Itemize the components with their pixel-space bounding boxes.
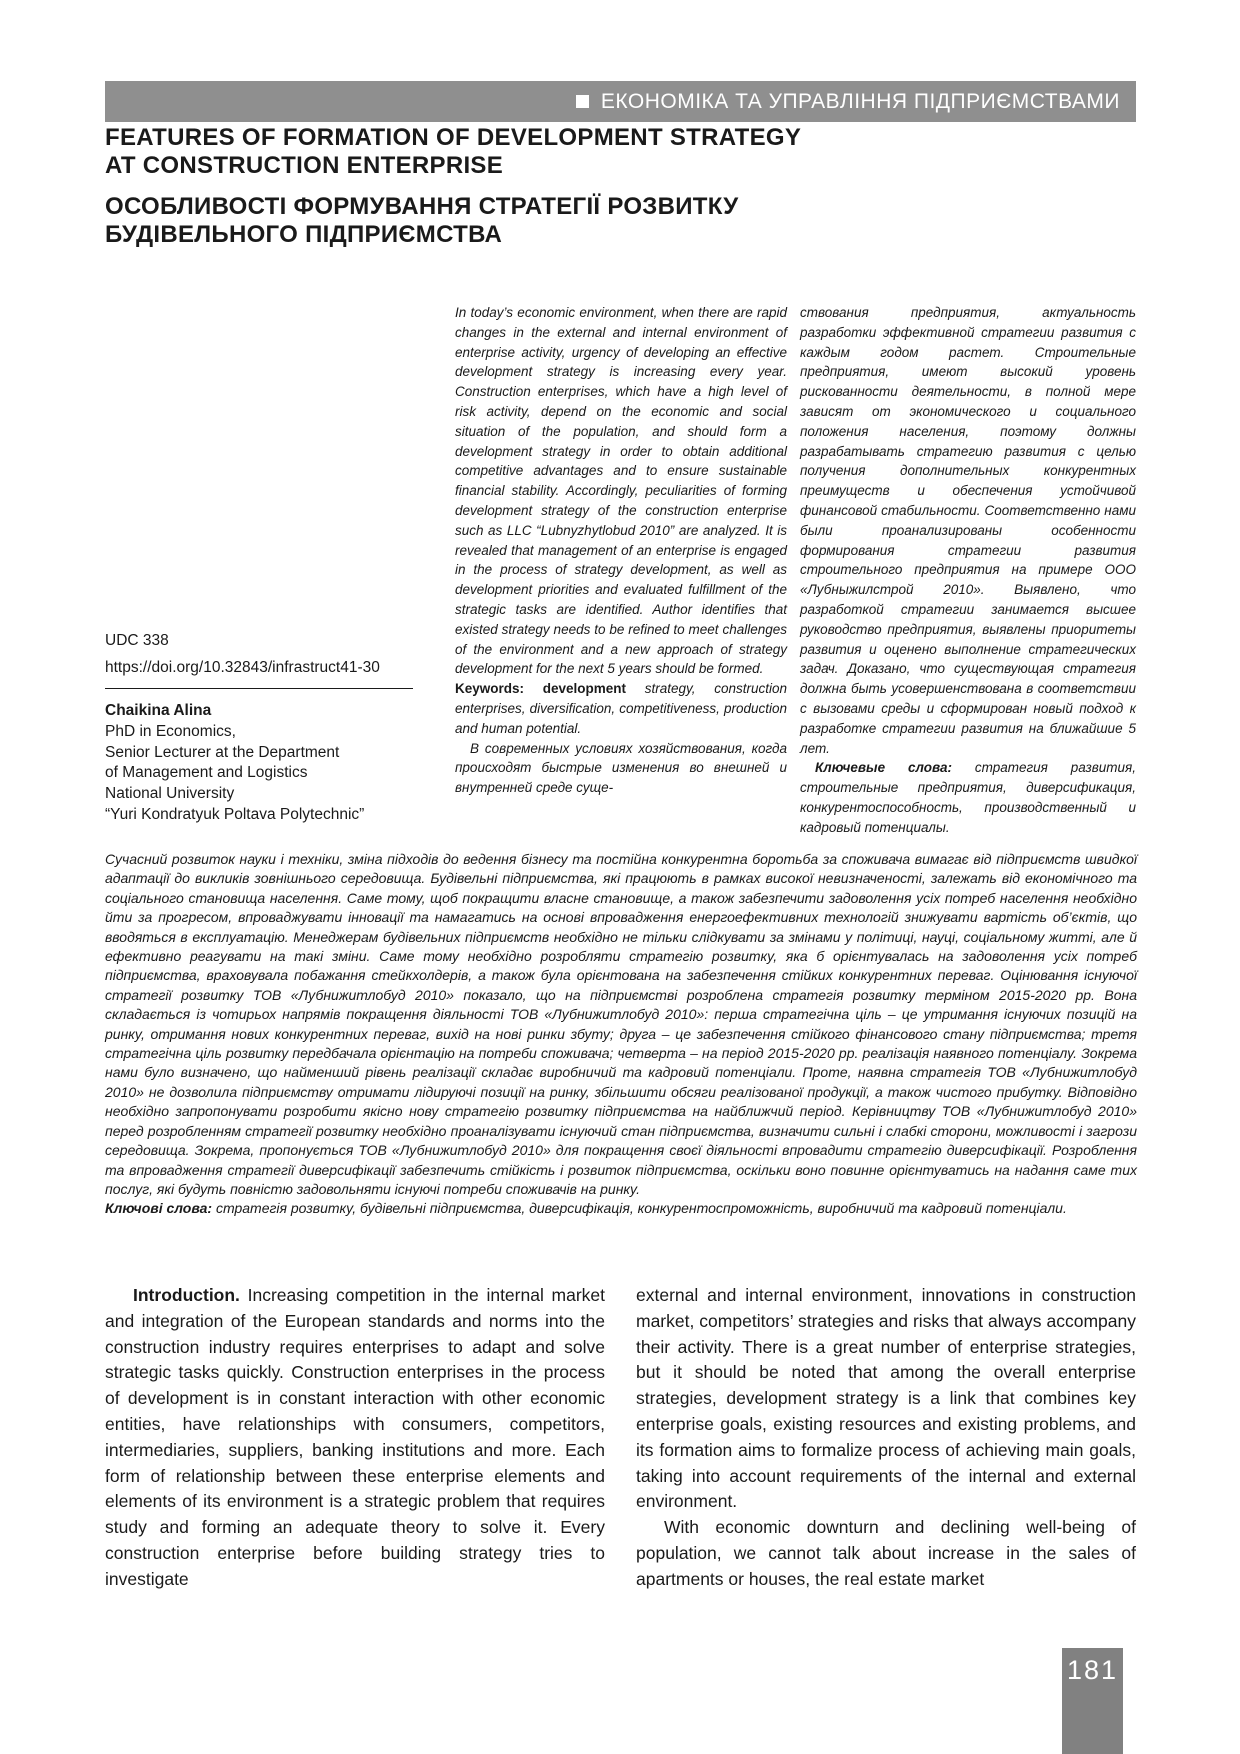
author-divider	[105, 688, 413, 689]
introduction-section	[105, 1283, 1136, 1593]
abstract-russian-part2: ствования предприятия, актуальность разработки эффективной стратегии развития с каждым годом растет. Строительные предприятия, имеют высокий уровень рискованности деятельности, в полной мере зависят от экономического и социального положения населения, поэтому должны разрабатывать стратегию развития с целью получения дополнительных конкурентных преимуществ и обеспечения устойчивой финансовой стабильности. Соответственно нами были проанализированы особенности формирования стратегии развития строительного предприятия на примере ООО «Лубныжилстрой 2010». Выявлено, что разработкой стратегии занимается высшее руководство предприятия, выявлены приоритеты развития и оценено выполнение стратегических задач. Доказано, что существующая стратегия должна быть усовершенствована в соответствии с вызовами среды и сформирован новый подход к разработке стратегии развития на ближайшие 5 лет.	[800, 305, 1136, 756]
keywords-russian-label: Ключевые слова:	[815, 760, 952, 776]
keywords-english	[455, 679, 787, 738]
section-square-icon	[576, 95, 589, 108]
author-degree: PhD in Economics,	[105, 722, 236, 740]
keywords-ukrainian-list: стратегія розвитку, будівельні підприємства, диверсифікація, конкурентоспроможність, виробничий та кадровий потенціали.	[212, 1200, 1067, 1217]
keywords-ukrainian-label: Ключові слова:	[105, 1200, 213, 1217]
article-title-uk	[105, 193, 1005, 249]
abstract-russian-column	[800, 303, 1136, 838]
abstract-ukrainian-block	[105, 850, 1137, 1219]
abstract-english-text: In today’s economic environment, when there are rapid changes in the external and internal environment of enterprise activity, urgency of developing an effective development strategy is increasing every year. Construction enterprises, which have a high level of risk activity, depend on the economic and social situation of the population, and should form a development strategy in order to obtain additional competitive advantages and to ensure sustainable financial stability. Accordingly, peculiarities of forming development strategy of the construction enterprise such as LLC “Lubnyzhytlobud 2010” are analyzed. It is revealed that management of an enterprise is engaged in the process of strategy development, as well as development priorities and evaluated fulfillment of the strategic tasks are identified. Author identifies that existed strategy needs to be refined to meet challenges of the environment and a new approach of strategy development for the next 5 years should be formed.	[455, 305, 787, 677]
author-university-line2: “Yuri Kondratyuk Poltava Polytechnic”	[105, 805, 365, 823]
introduction-paragraph-1-text: Increasing competition in the internal market and integration of the European standards and norms into the construction industry requires enterprises to adapt and solve strategic tasks quickly. Construction enterprises in the process of development is in constant interaction with other economic entities, have relationships with consumers, competitors, intermediaries, suppliers, banking institutions and more. Each form of relationship between these enterprise elements and elements of its environment is a strategic problem that requires study and forming an adequate theory to solve it. Every construction enterprise before building strategy tries to investigate	[105, 1285, 605, 1589]
article-title-uk-line1: ОСОБЛИВОСТІ ФОРМУВАННЯ СТРАТЕГІЇ РОЗВИТКУ	[105, 193, 739, 220]
introduction-heading: Introduction.	[133, 1285, 240, 1305]
meta-author-column	[105, 632, 440, 826]
keywords-russian-list: стратегия развития, строительные предприятия, диверсификация, конкурентоспособность, производственный и кадровый потенциалы.	[800, 760, 1137, 835]
introduction-paragraph-1-continued: external and internal environment, innovations in construction market, competitors’ strategies and risks that always accompany their activity. There is a great number of enterprise strategies, but it should be noted that among the overall enterprise strategies, development strategy is a link that combines key enterprise goals, existing resources and existing problems, and its formation aims to formalize process of achieving main goals, taking into account requirements of the internal and external environment.	[636, 1285, 1136, 1512]
keywords-ukrainian	[105, 1199, 1137, 1218]
author-university-line1: National University	[105, 785, 235, 803]
abstract-russian-part1: В современных условиях хозяйствования, когда происходят быстрые изменения во внешней и внутренней среде суще-	[455, 740, 787, 796]
page-number: 181	[1066, 1655, 1119, 1685]
udc-code: UDC 338	[105, 632, 169, 649]
article-title-en-line1: FEATURES OF FORMATION OF DEVELOPMENT STRATEGY	[105, 124, 802, 151]
keywords-english-label: Keywords: development	[455, 681, 626, 697]
abstract-english-column	[455, 303, 787, 798]
author-position-line2: of Management and Logistics	[105, 764, 308, 782]
article-title-en	[105, 124, 1005, 180]
section-title: ЕКОНОМІКА ТА УПРАВЛІННЯ ПІДПРИЄМСТВАМИ	[600, 89, 1120, 113]
introduction-column-left	[105, 1283, 605, 1593]
doi-link[interactable]: https://doi.org/10.32843/infrastruct41-30	[105, 659, 380, 676]
introduction-paragraph-2: With economic downturn and declining well-being of population, we cannot talk about increase in the sales of apartments or houses, the real estate market	[636, 1517, 1136, 1589]
introduction-column-right	[636, 1283, 1136, 1593]
author-name: Chaikina Alina	[105, 702, 212, 719]
keywords-russian	[800, 758, 1136, 837]
journal-section-bar	[105, 81, 1136, 122]
article-title-uk-line2: БУДІВЕЛЬНОГО ПІДПРИЄМСТВА	[105, 221, 503, 248]
article-title-en-line2: AT CONSTRUCTION ENTERPRISE	[105, 152, 504, 179]
author-position-line1: Senior Lecturer at the Department	[105, 743, 340, 761]
page-number-box	[1062, 1648, 1123, 1754]
keywords-english-list: strategy, construction enterprises, diversification, competitiveness, production and human potential.	[455, 681, 787, 736]
introduction-paragraph-1	[105, 1283, 605, 1593]
author-block	[105, 701, 440, 826]
abstract-ukrainian-text: Сучасний розвиток науки і техніки, зміна підходів до ведення бізнесу та постійна конкурентна боротьба за споживача вимагає від підприємств швидкої адаптації до викликів зовнішнього середовища. Будівельні підприємства, які працюють в рамках високої невизначеності, залежать від економічного та соціального становища населення. Саме тому, щоб покращити власне становище, а також забезпечити задоволення усіх потреб населення необхідно йти за прогресом, впроваджувати інновації та намагатись на основі впровадження енергоефективних технологій знижувати вартість об’єктів, що вводяться в експлуатацію. Менеджерам будівельних підприємств необхідно не тільки слідкувати за змінами у політиці, науці, соціальному житті, але й ефективно реагувати на такі зміни. Саме тому необхідно розробляти стратегію розвитку, яка б орієнтувалась на задоволення усіх потреб підприємства, враховувала побажання стейкхолдерів, а також була орієнтована на забезпечення стійких конкурентних переваг. Оцінювання існуючої стратегії розвитку ТОВ «Лубнижитлобуд 2010» показало, що на підприємстві розроблена стратегія розвитку терміном 2015-2020 рр. Вона складається із чотирьох напрямів покращення діяльності ТОВ «Лубнижитлобуд 2010»: перша стратегічна ціль – це утримання існуючих позицій на ринку, отримання нових конкурентних переваг, вихід на нові ринки збуту; друга – це забезпечення стійкого фінансового стану підприємства; третя стратегічна ціль розвитку передбачала орієнтацію на потреби споживача; четверта – на період 2015-2020 рр. реалізація наявного потенціалу. Зокрема нами було визначено, що найменший рівень реалізації складає виробничий та кадровий потенціали. Проте, наявна стратегія ТОВ «Лубнижитлобуд 2010» не дозволила підприємству отримати лідируючі позиції на ринку, збільшити обсяги реалізованої продукції, а також чистого прибутку. Відповідно необхідно запропонувати розробити якісно нову стратегію розвитку підприємства на найближчий період. Керівництву ТОВ «Лубнижитлобуд 2010» перед розробленням стратегії розвитку необхідно проаналізувати існуючий стан підприємства, визначити сильні і слабкі сторони, можливості і загрози середовища. Зокрема, пропонується ТОВ «Лубнижитлобуд 2010» для покращення своєї діяльності впровадити стратегію диверсифікації. Розроблення та впровадження стратегії диверсифікації забезпечить стійкість і розвиток підприємства, оскільки воно повинне орієнтуватись на надання саме тих послуг, які будуть повністю задовольняти існуючі потреби споживачів на ринку.	[105, 851, 1137, 1197]
